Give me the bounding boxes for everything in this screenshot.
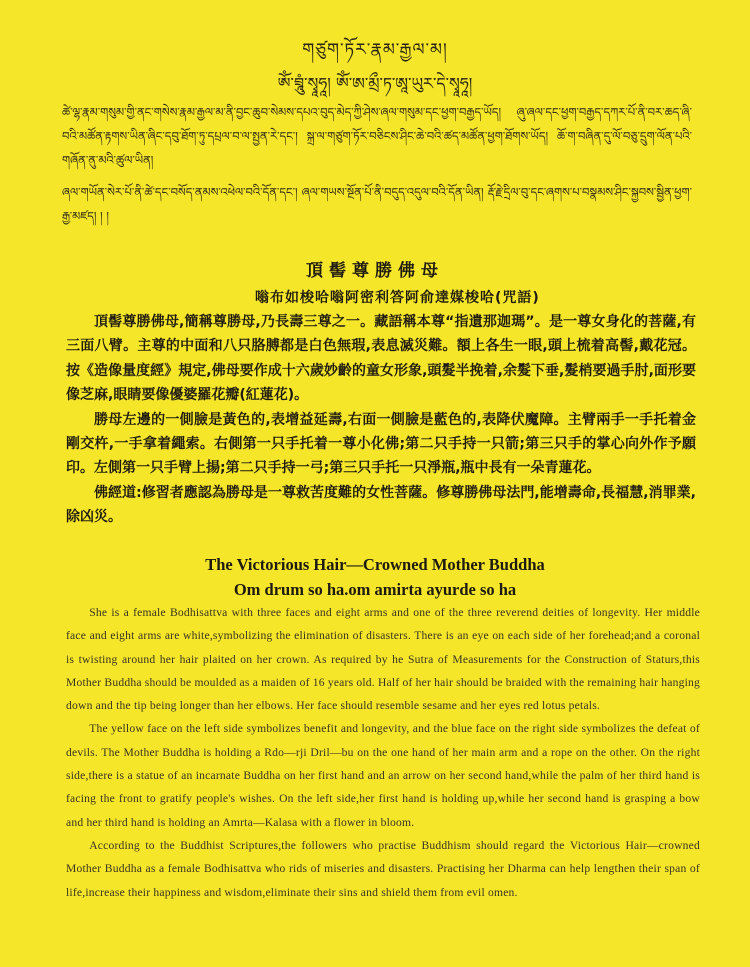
chinese-paragraph: 頂髻尊勝佛母,簡稱尊勝母,乃長壽三尊之一。藏語稱本尊“指遺那迦瑪”。是一尊女身化的菩薩,有三面八臂。主尊的中面和八只胳膊都是白色無瑕,表息滅災難。額上各生一眼,頭上梳着高髻,戴花冠。按《造像量度經》規定,佛母要作成十六歲妙齡的童女形象,頭髮半挽着,余髮下垂,髮梢要過手肘,面形要像芝麻,眼睛要像優婆羅花瓣(紅蓮花)。 <box>66 314 696 404</box>
tibetan-mantra: ཨོཾ་བྲཱུཾ་སྭཱཧཱ། ཨོཾ་ཨ་མྲྀ་ཏ་ཨཱ་ཡུར་དེ་སྭཱཧཱ། <box>277 74 473 93</box>
chinese-paragraph: 勝母左邊的一側臉是黃色的,表增益延壽,右面一側臉是藍色的,表降伏魔障。主臂兩手一手托着金剛交杵,一手拿着繩索。右側第一只手托着一尊小化佛;第二只手持一只箭;第三只手的掌心向外作予願印。左側第一只手臂上揚;第二只手持一弓;第三只手托一只淨瓶,瓶中長有一朵青蓮花。 <box>66 411 696 477</box>
english-paragraph: According to the Buddhist Scriptures,the followers who practise Buddhism should regard the Victorious Hair—crowned Mother Buddha as a female Bodhisattva who rids of miseries and disasters. Practising her Dharma can help lengthen their span of life,increase their happiness and wisdom,eliminate their sins and shield them from evil omen. <box>66 838 700 899</box>
english-text <box>66 601 700 904</box>
chinese-title: 頂髻尊勝佛母 <box>306 261 444 281</box>
chinese-mantra: 嗡布如梭哈嗡阿密利答阿俞達媒梭哈(咒語) <box>255 290 540 306</box>
english-title: The Victorious Hair—Crowned Mother Buddha <box>205 555 545 574</box>
tibetan-paragraph: ཚེ་ལྷ་རྣམ་གསུམ་གྱི་ནང་གསེས་རྣམ་རྒྱལ་མ་ནི་བྱང་ཆུབ་སེམས་དཔའ་བུད་མེད་ཀྱི་ཤེས་ཞལ་གསུམ་དང་ཕྱག་བརྒྱད་ཡོད། ཞུ་ཞལ་དང་ཕྱག་བརྒྱད་དཀར་པོ་ནི་བར་ཆད་ཞི་བའི་མཚོན་རྟགས་ཡིན་ཞིང་དབུ་ཐོག་ཏུ་དཔྲལ་བ་ལ་སྤྱན་རེ་དང་། སྐྲ་ལ་གཙུག་ཏོར་བཅིངས་ཤིང་ཆེ་བའི་ཚད་མཚོན་ཕྱག་ཐོགས་ཡོད། ཆོ་ག་བཞིན་དུ་ལོ་བཅུ་དྲུག་ལོན་པའི་གཞོན་ནུ་མའི་ཚུལ་ཡིན། <box>62 105 692 167</box>
tibetan-title: གཙུག་ཏོར་རྣམ་རྒྱལ་མ། <box>302 40 448 60</box>
english-paragraph: The yellow face on the left side symbolizes benefit and longevity, and the blue face on the right side symbolizes the defeat of devils. The Mother Buddha is holding a Rdo—rji Dril—bu on the one hand of her main arm and a rope on the other. On the right side,there is a statue of an incarnate Buddha on her first hand and an arrow on her second hand,while the palm of her third hand is facing the front to gratify people's wishes. On the left side,her first hand is holding up,while her second hand is grasping a bow and her third hand is holding an Amrta—Kalasa with a flower in bloom. <box>66 722 700 829</box>
tibetan-text <box>62 100 692 236</box>
tibetan-paragraph: ཞལ་གཡོན་སེར་པོ་ནི་ཚེ་དང་བསོད་ནམས་འཕེལ་བའི་དོན་དང་། ཞལ་གཡས་སྔོན་པོ་ནི་བདུད་འདུལ་བའི་དོན་ཡིན། རྡོ་རྗེ་དྲིལ་བུ་དང་ཞགས་པ་བསྣམས་ཤིང་སྐྱབས་སྦྱིན་ཕྱག་རྒྱ་མཛད། ། ། <box>62 185 692 223</box>
english-paragraph: She is a female Bodhisattva with three faces and eight arms and one of the three reverend deities of longevity. Her middle face and eight arms are white,symbolizing the elimination of disasters. There is an eye on each side of her forehead;and a coronal is twisting around her hair plaited on her crown. As required by he Sutra of Measurements for the Construction of Staturs,this Mother Buddha should be moulded as a maiden of 16 years old. Half of her hair should be braided with the remaining hair hanging down and the tip being longer than her elbows. Her face should resemble sesame and her eyes red lotus petals. <box>66 606 700 713</box>
chinese-paragraph: 佛經道:修習者應認為勝母是一尊救苦度難的女性菩薩。修尊勝佛母法門,能增壽命,長福慧,消罪業,除凶災。 <box>66 484 696 526</box>
chinese-text <box>66 310 696 530</box>
english-mantra: Om drum so ha.om amirta ayurde so ha <box>233 580 517 599</box>
